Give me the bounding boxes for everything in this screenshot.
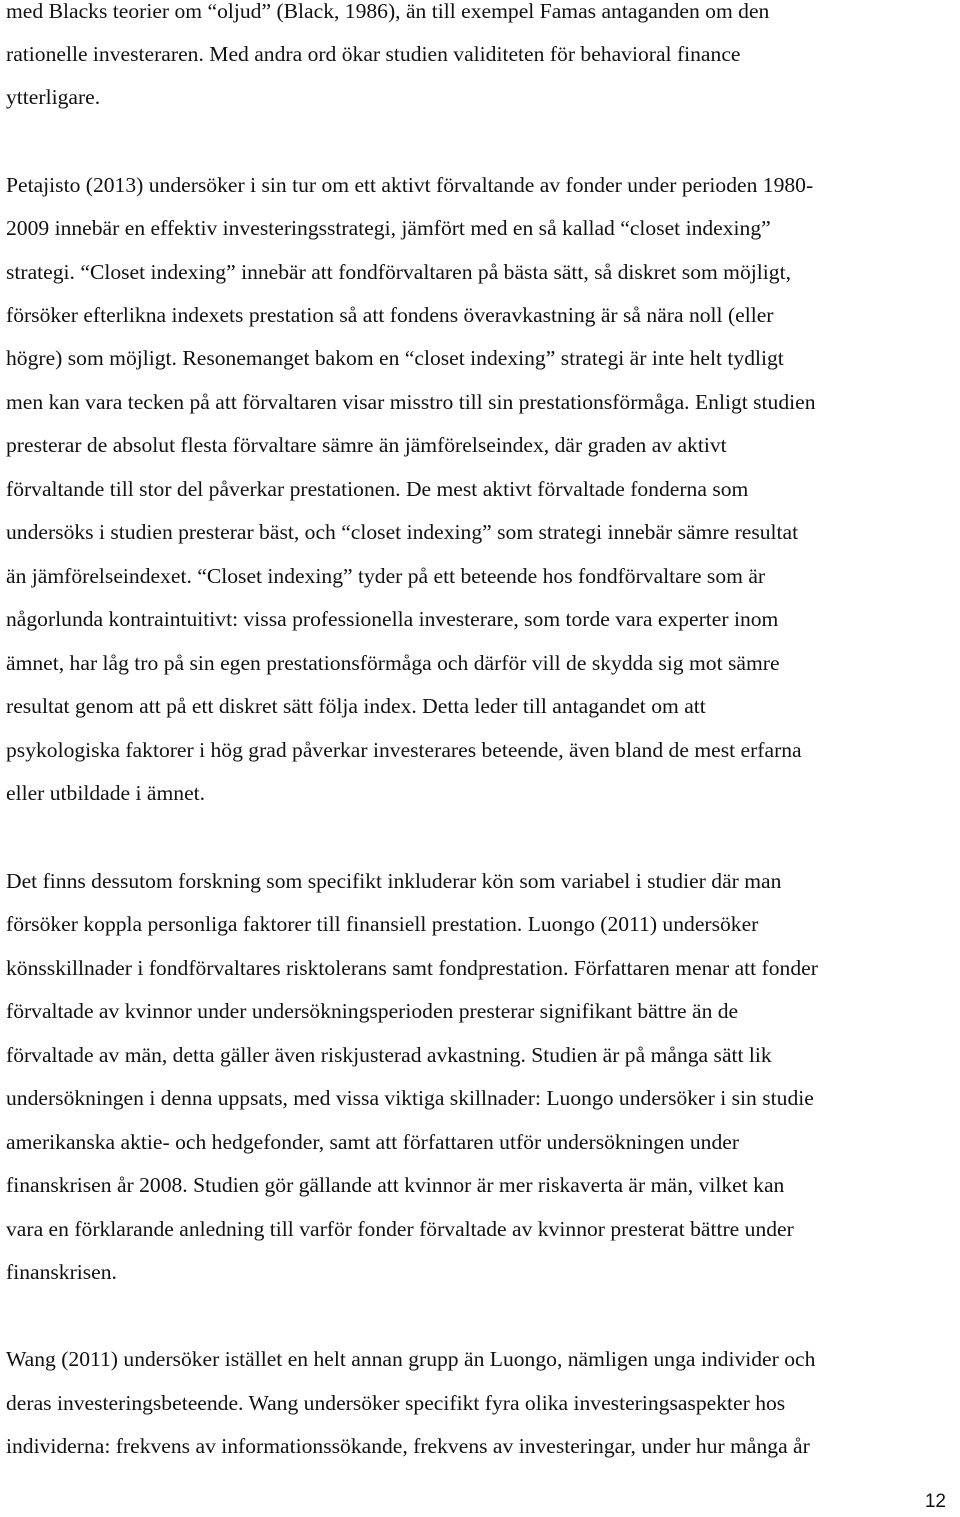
paragraph-1-line-3: ytterligare. <box>6 85 101 109</box>
paragraph-4-line-1: Wang (2011) undersöker istället en helt annan grupp än Luongo, nämligen unga individer och <box>6 1347 816 1371</box>
page-number: 12 <box>924 1491 946 1512</box>
paragraph-1-line-1: med Blacks teorier om “oljud” (Black, 1986), än till exempel Famas antaganden om den <box>6 0 770 23</box>
paragraph-2-line-7: presterar de absolut flesta förvaltare sämre än jämförelseindex, där graden av aktivt <box>6 433 727 457</box>
paragraph-4-line-2: deras investeringsbeteende. Wang undersöker specifikt fyra olika investeringsaspekter hos <box>6 1391 786 1415</box>
paragraph-3-line-8: finanskrisen år 2008. Studien gör gällande att kvinnor är mer riskaverta är män, vilket kan <box>6 1173 785 1197</box>
paragraph-3-line-4: förvaltade av kvinnor under undersökningsperioden presterar signifikant bättre än de <box>6 999 739 1023</box>
paragraph-3-line-6: undersökningen i denna uppsats, med vissa viktiga skillnader: Luongo undersöker i sin studie <box>6 1086 814 1110</box>
paragraph-2-line-8: förvaltande till stor del påverkar prestationen. De mest aktivt förvaltade fonderna som <box>6 477 749 501</box>
paragraph-3-line-7: amerikanska aktie- och hedgefonder, samt att författaren utför undersökningen under <box>6 1130 740 1154</box>
paragraph-2-line-14: psykologiska faktorer i hög grad påverkar investerares beteende, även bland de mest erfarna <box>6 738 802 762</box>
paragraph-2-line-3: strategi. “Closet indexing” innebär att fondförvaltaren på bästa sätt, så diskret som möjligt, <box>6 260 791 284</box>
paragraph-2-line-6: men kan vara tecken på att förvaltaren visar misstro till sin prestationsförmåga. Enligt studien <box>6 390 816 414</box>
paragraph-2-line-11: någorlunda kontraintuitivt: vissa professionella investerare, som torde vara experter inom <box>6 607 779 631</box>
paragraph-3-line-10: finanskrisen. <box>6 1260 117 1284</box>
paragraph-3-line-3: könsskillnader i fondförvaltares risktolerans samt fondprestation. Författaren menar att fonder <box>6 956 818 980</box>
paragraph-3-line-9: vara en förklarande anledning till varför fonder förvaltade av kvinnor presterat bättre under <box>6 1217 794 1241</box>
paragraph-2-line-13: resultat genom att på ett diskret sätt följa index. Detta leder till antagandet om att <box>6 694 706 718</box>
paragraph-2-line-15: eller utbildade i ämnet. <box>6 781 206 805</box>
paragraph-2-line-2: 2009 innebär en effektiv investeringsstrategi, jämfört med en så kallad “closet indexing” <box>6 216 771 240</box>
paragraph-3-line-2: försöker koppla personliga faktorer till finansiell prestation. Luongo (2011) undersöker <box>6 912 759 936</box>
paragraph-3-line-5: förvaltade av män, detta gäller även riskjusterad avkastning. Studien är på många sätt lik <box>6 1043 772 1067</box>
paragraph-2-line-1: Petajisto (2013) undersöker i sin tur om ett aktivt förvaltande av fonder under perioden 1980- <box>6 173 814 197</box>
paragraph-2-line-12: ämnet, har låg tro på sin egen prestationsförmåga och därför vill de skydda sig mot sämre <box>6 651 780 675</box>
paragraph-2-line-4: försöker efterlikna indexets prestation så att fondens överavkastning är så nära noll (eller <box>6 303 774 327</box>
paragraph-2-line-9: undersöks i studien presterar bäst, och “closet indexing” som strategi innebär sämre resultat <box>6 520 799 544</box>
paragraph-1-line-2: rationelle investeraren. Med andra ord ökar studien validiteten för behavioral finance <box>6 42 741 66</box>
paragraph-3-line-1: Det finns dessutom forskning som specifikt inkluderar kön som variabel i studier där man <box>6 869 782 893</box>
paragraph-4-line-3: individerna: frekvens av informationssökande, frekvens av investeringar, under hur många år <box>6 1434 810 1458</box>
paragraph-2-line-10: än jämförelseindexet. “Closet indexing” tyder på ett beteende hos fondförvaltare som är <box>6 564 766 588</box>
paragraph-2-line-5: högre) som möjligt. Resonemanget bakom en “closet indexing” strategi är inte helt tydligt <box>6 346 784 370</box>
